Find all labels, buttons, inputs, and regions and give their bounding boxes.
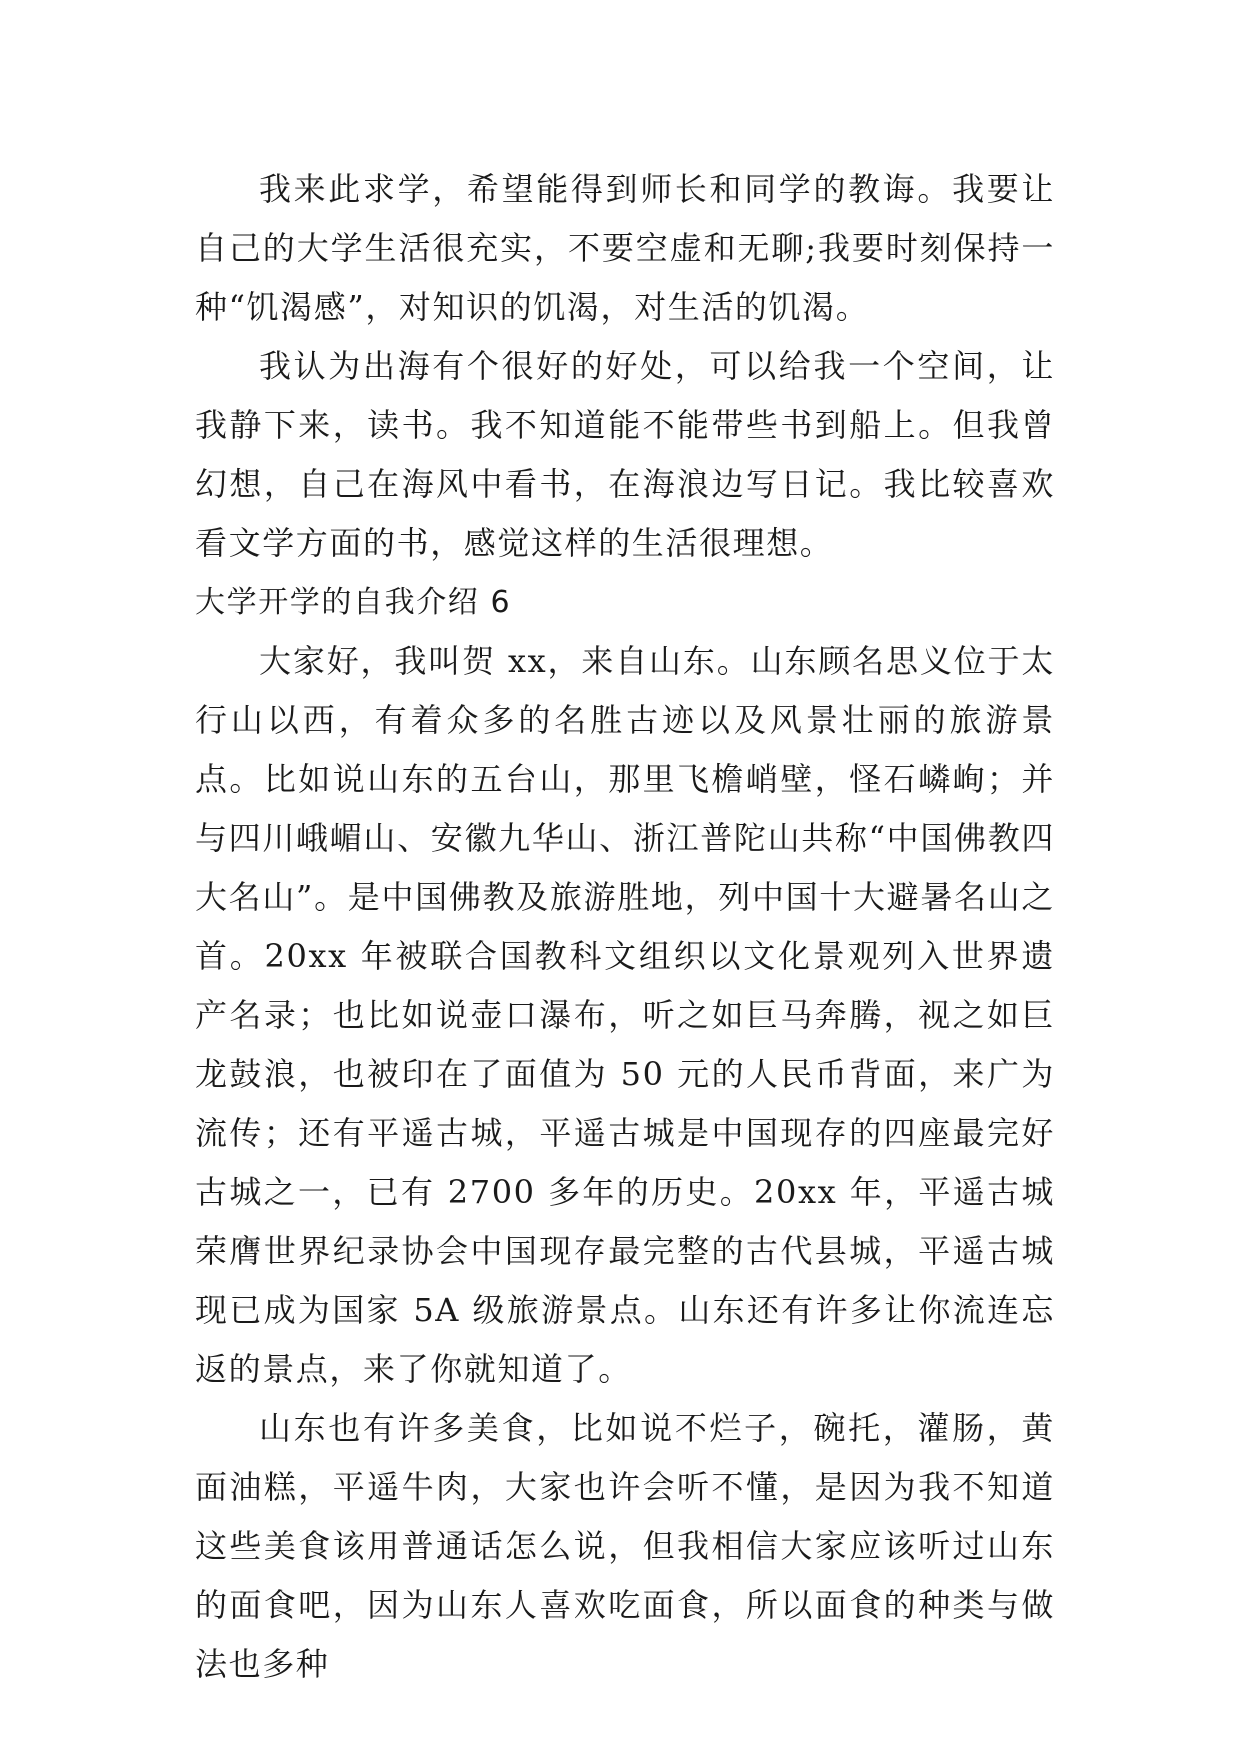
section-title: 大学开学的自我介绍 6 <box>195 585 512 620</box>
paragraph-sea-reading: 我认为出海有个很好的好处，可以给我一个空间，让我静下来，读书。我不知道能不能带些书到船上。但我曾幻想，自己在海风中看书，在海浪边写日记。我比较喜欢看文学方面的书，感觉这样的生活很理想。 <box>195 347 1055 562</box>
paragraph-shandong-food: 山东也有许多美食，比如说不烂子，碗托，灌肠，黄面油糕，平遥牛肉，大家也许会听不懂，是因为我不知道这些美食该用普通话怎么说，但我相信大家应该听过山东的面食吧，因为山东人喜欢吃面食，所以面食的种类与做法也多种 <box>195 1409 1055 1683</box>
paragraph-study-hopes: 我来此求学，希望能得到师长和同学的教诲。我要让自己的大学生活很充实，不要空虚和无聊;我要时刻保持一种“饥渴感”，对知识的饥渴，对生活的饥渴。 <box>195 170 1055 326</box>
paragraph-shandong-intro: 大家好，我叫贺 xx，来自山东。山东顾名思义位于太行山以西，有着众多的名胜古迹以及风景壮丽的旅游景点。比如说山东的五台山，那里飞檐峭壁，怪石嶙峋；并与四川峨嵋山、安徽九华山、浙江普陀山共称“中国佛教四大名山”。是中国佛教及旅游胜地，列中国十大避暑名山之首。20xx 年被联合国教科文组织以文化景观列入世界遗产名录；也比如说壶口瀑布，听之如巨马奔腾，视之如巨龙鼓浪，也被印在了面值为 50 元的人民币背面，来广为流传；还有平遥古城，平遥古城是中国现存的四座最完好古城之一，已有 2700 多年的历史。20xx 年，平遥古城荣膺世界纪录协会中国现存最完整的古代县城，平遥古城现已成为国家 5A 级旅游景点。山东还有许多让你流连忘返的景点，来了你就知道了。 <box>195 642 1055 1388</box>
document-body <box>195 160 1055 1694</box>
